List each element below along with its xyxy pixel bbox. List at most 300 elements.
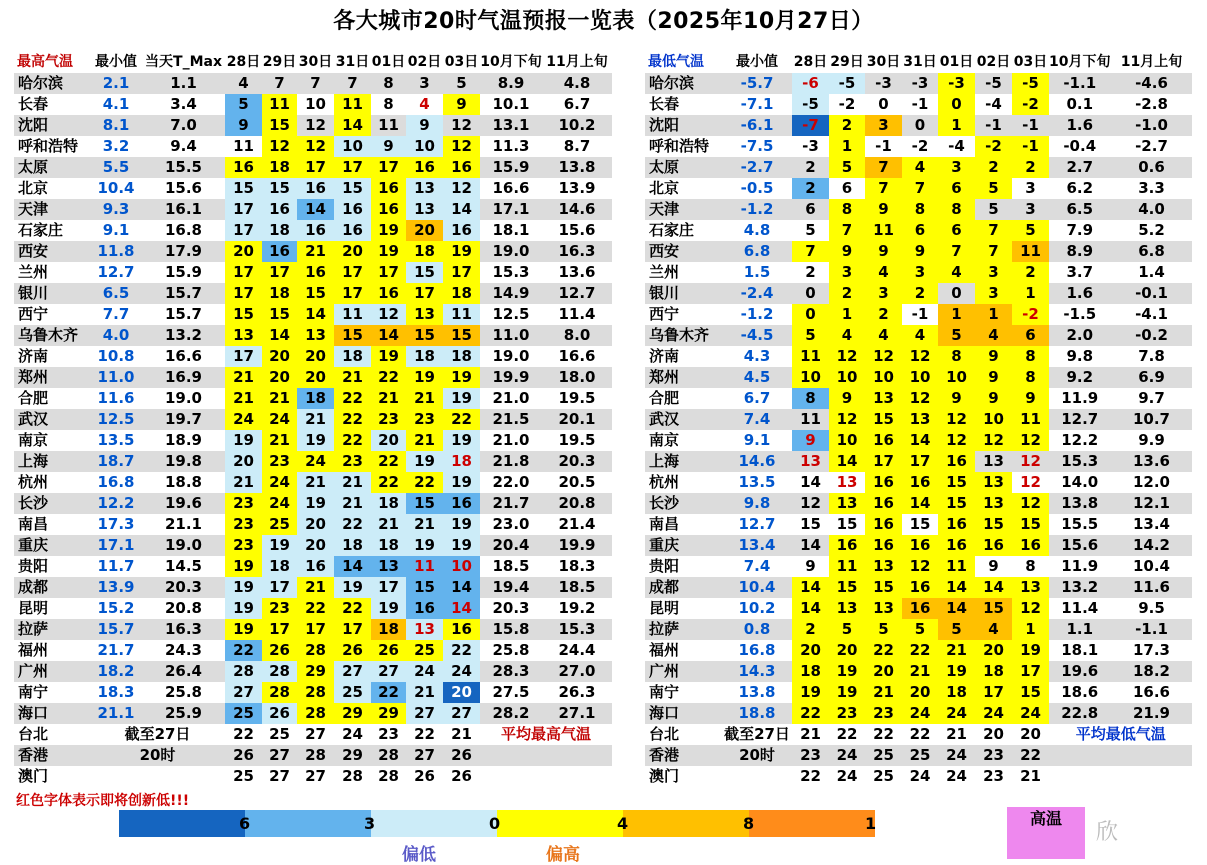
forecast-cell: 12 bbox=[443, 178, 480, 199]
forecast-cell: 12 bbox=[902, 388, 938, 409]
forecast-cell: 27 bbox=[262, 745, 297, 766]
min-value: 16.8 bbox=[722, 640, 792, 661]
forecast-cell: 12 bbox=[371, 304, 406, 325]
climate-early-nov: 6.9 bbox=[1110, 367, 1192, 388]
forecast-cell: 15 bbox=[406, 577, 443, 598]
today-max: 19.8 bbox=[142, 451, 225, 472]
forecast-cell: 21 bbox=[225, 472, 262, 493]
climate-late-oct: 23.0 bbox=[480, 514, 542, 535]
forecast-cell: 16 bbox=[371, 178, 406, 199]
forecast-cell: -4 bbox=[938, 136, 975, 157]
forecast-cell: 9 bbox=[975, 367, 1012, 388]
climate-late-oct: 21.7 bbox=[480, 493, 542, 514]
climate-early-nov: 18.2 bbox=[1110, 661, 1192, 682]
forecast-cell: 23 bbox=[225, 535, 262, 556]
forecast-cell: 6 bbox=[829, 178, 865, 199]
forecast-cell: 16 bbox=[1012, 535, 1049, 556]
table-row bbox=[645, 661, 1192, 682]
forecast-cell: 20 bbox=[975, 640, 1012, 661]
min-value: -0.5 bbox=[722, 178, 792, 199]
forecast-cell: 21 bbox=[297, 409, 334, 430]
forecast-cell: -2 bbox=[1012, 304, 1049, 325]
city-name: 武汉 bbox=[645, 409, 722, 430]
today-max: 18.8 bbox=[142, 472, 225, 493]
forecast-cell: 19 bbox=[225, 556, 262, 577]
climate-early-nov: 16.3 bbox=[542, 241, 612, 262]
column-header: 31日 bbox=[903, 54, 937, 70]
climate-late-oct: 12.2 bbox=[1049, 430, 1110, 451]
forecast-cell: 16 bbox=[262, 241, 297, 262]
table-header-row bbox=[645, 52, 1192, 73]
forecast-cell: 27 bbox=[406, 703, 443, 724]
min-value: 7.4 bbox=[722, 409, 792, 430]
forecast-cell: 2 bbox=[792, 178, 829, 199]
column-header: 29日 bbox=[830, 54, 864, 70]
min-value: 15.7 bbox=[90, 619, 142, 640]
table-row bbox=[14, 283, 612, 304]
table-row bbox=[645, 178, 1192, 199]
table-row bbox=[14, 157, 612, 178]
forecast-cell: 2 bbox=[792, 262, 829, 283]
forecast-cell: 26 bbox=[334, 640, 371, 661]
today-max: 13.2 bbox=[142, 325, 225, 346]
forecast-cell: 21 bbox=[371, 388, 406, 409]
forecast-cell: 23 bbox=[225, 493, 262, 514]
climate-early-nov: 9.9 bbox=[1110, 430, 1192, 451]
forecast-cell: 14 bbox=[443, 598, 480, 619]
forecast-cell: 2 bbox=[829, 115, 865, 136]
forecast-cell: 23 bbox=[371, 724, 406, 745]
forecast-cell: 24 bbox=[938, 703, 975, 724]
city-name: 兰州 bbox=[14, 262, 90, 283]
forecast-cell: 0 bbox=[938, 94, 975, 115]
today-max: 15.5 bbox=[142, 157, 225, 178]
table-row bbox=[645, 241, 1192, 262]
forecast-cell: 13 bbox=[829, 472, 865, 493]
forecast-cell: 15 bbox=[225, 304, 262, 325]
min-value: 4.1 bbox=[90, 94, 142, 115]
forecast-cell: 2 bbox=[792, 157, 829, 178]
forecast-cell: -3 bbox=[865, 73, 902, 94]
city-name: 成都 bbox=[645, 577, 722, 598]
climate-late-oct: 21.0 bbox=[480, 388, 542, 409]
climate-early-nov: 19.2 bbox=[542, 598, 612, 619]
climate-early-nov: 27.0 bbox=[542, 661, 612, 682]
climate-early-nov: 16.6 bbox=[542, 346, 612, 367]
forecast-cell: 16 bbox=[865, 493, 902, 514]
city-name: 广州 bbox=[645, 661, 722, 682]
column-header: 29日 bbox=[262, 54, 297, 70]
average-note bbox=[1049, 745, 1192, 766]
forecast-cell: 25 bbox=[262, 514, 297, 535]
forecast-cell: 8 bbox=[371, 94, 406, 115]
forecast-cell: 21 bbox=[938, 640, 975, 661]
table-row bbox=[14, 724, 612, 745]
forecast-cell: 21 bbox=[334, 472, 371, 493]
forecast-cell: 17 bbox=[975, 682, 1012, 703]
forecast-cell: 23 bbox=[829, 703, 865, 724]
min-value: 14.3 bbox=[722, 661, 792, 682]
min-temperature-table bbox=[645, 52, 1192, 787]
forecast-cell: 11 bbox=[406, 556, 443, 577]
forecast-cell: 23 bbox=[334, 451, 371, 472]
forecast-cell: 25 bbox=[865, 766, 902, 787]
climate-early-nov: 20.1 bbox=[542, 409, 612, 430]
climate-early-nov: 18.5 bbox=[542, 577, 612, 598]
forecast-cell: 1 bbox=[975, 304, 1012, 325]
today-max: 15.7 bbox=[142, 283, 225, 304]
forecast-cell: 14 bbox=[829, 451, 865, 472]
forecast-cell: -6 bbox=[792, 73, 829, 94]
table-row bbox=[14, 451, 612, 472]
forecast-cell: 22 bbox=[371, 682, 406, 703]
forecast-cell: 17 bbox=[865, 451, 902, 472]
climate-late-oct: 15.5 bbox=[1049, 514, 1110, 535]
forecast-cell: 9 bbox=[829, 388, 865, 409]
min-value: 7.4 bbox=[722, 556, 792, 577]
forecast-cell: 11 bbox=[865, 220, 902, 241]
forecast-cell: 20 bbox=[334, 241, 371, 262]
forecast-cell: 17 bbox=[443, 262, 480, 283]
climate-early-nov: 15.6 bbox=[542, 220, 612, 241]
climate-early-nov: 3.3 bbox=[1110, 178, 1192, 199]
forecast-cell: 24 bbox=[225, 409, 262, 430]
min-value: 4.3 bbox=[722, 346, 792, 367]
climate-late-oct: 18.5 bbox=[480, 556, 542, 577]
climate-early-nov: 17.3 bbox=[1110, 640, 1192, 661]
forecast-cell: 6 bbox=[792, 199, 829, 220]
legend-swatch bbox=[245, 810, 371, 837]
forecast-cell: 28 bbox=[225, 661, 262, 682]
climate-early-nov: 6.7 bbox=[542, 94, 612, 115]
min-value: 5.5 bbox=[90, 157, 142, 178]
column-header: 10月下旬 bbox=[1049, 54, 1111, 70]
min-value: 9.8 bbox=[722, 493, 792, 514]
forecast-cell: 13 bbox=[297, 325, 334, 346]
forecast-cell: 22 bbox=[406, 724, 443, 745]
table-row bbox=[14, 703, 612, 724]
climate-late-oct: 15.3 bbox=[1049, 451, 1110, 472]
average-note: 平均最低气温 bbox=[1049, 724, 1192, 745]
forecast-cell: 5 bbox=[1012, 220, 1049, 241]
table-row bbox=[14, 766, 612, 787]
city-name: 上海 bbox=[645, 451, 722, 472]
today-max: 24.3 bbox=[142, 640, 225, 661]
table-row bbox=[645, 220, 1192, 241]
corner-label: 最高气温 bbox=[17, 54, 73, 70]
today-max: 1.1 bbox=[142, 73, 225, 94]
forecast-cell: 5 bbox=[829, 619, 865, 640]
forecast-cell: 3 bbox=[938, 157, 975, 178]
legend-tick-3: 3 bbox=[364, 814, 376, 833]
table-row bbox=[14, 661, 612, 682]
forecast-cell: -1 bbox=[1012, 115, 1049, 136]
today-max: 9.4 bbox=[142, 136, 225, 157]
climate-early-nov: 1.4 bbox=[1110, 262, 1192, 283]
forecast-cell: 19 bbox=[938, 661, 975, 682]
forecast-cell: 16 bbox=[297, 178, 334, 199]
climate-late-oct: 13.1 bbox=[480, 115, 542, 136]
climate-late-oct: 21.0 bbox=[480, 430, 542, 451]
forecast-cell: 5 bbox=[975, 199, 1012, 220]
city-name: 昆明 bbox=[14, 598, 90, 619]
forecast-cell: 11 bbox=[371, 115, 406, 136]
climate-early-nov: 11.4 bbox=[542, 304, 612, 325]
table-row bbox=[645, 514, 1192, 535]
forecast-cell: 19 bbox=[829, 661, 865, 682]
climate-late-oct: 9.8 bbox=[1049, 346, 1110, 367]
forecast-cell: 10 bbox=[406, 136, 443, 157]
city-name: 太原 bbox=[645, 157, 722, 178]
min-value: 21.1 bbox=[90, 703, 142, 724]
forecast-cell: 24 bbox=[938, 745, 975, 766]
city-name: 长春 bbox=[645, 94, 722, 115]
forecast-cell: 28 bbox=[371, 766, 406, 787]
forecast-cell: 19 bbox=[371, 346, 406, 367]
climate-early-nov: 27.1 bbox=[542, 703, 612, 724]
forecast-cell: 17 bbox=[225, 346, 262, 367]
city-name: 银川 bbox=[14, 283, 90, 304]
forecast-cell: -3 bbox=[902, 73, 938, 94]
min-value: 18.3 bbox=[90, 682, 142, 703]
forecast-cell: 9 bbox=[938, 388, 975, 409]
forecast-cell: 16 bbox=[334, 220, 371, 241]
today-max: 7.0 bbox=[142, 115, 225, 136]
forecast-cell: 12 bbox=[297, 115, 334, 136]
forecast-cell: 16 bbox=[297, 262, 334, 283]
forecast-cell: 24 bbox=[829, 766, 865, 787]
forecast-cell: 14 bbox=[792, 472, 829, 493]
forecast-cell: 13 bbox=[829, 598, 865, 619]
climate-early-nov: 18.0 bbox=[542, 367, 612, 388]
forecast-cell: 12 bbox=[865, 346, 902, 367]
forecast-cell: 15 bbox=[829, 577, 865, 598]
climate-late-oct: 15.6 bbox=[1049, 535, 1110, 556]
climate-early-nov: 5.2 bbox=[1110, 220, 1192, 241]
column-header: 30日 bbox=[298, 54, 333, 70]
table-row bbox=[645, 73, 1192, 94]
forecast-cell: 7 bbox=[975, 220, 1012, 241]
forecast-cell: 5 bbox=[829, 157, 865, 178]
min-value: 4.0 bbox=[90, 325, 142, 346]
forecast-cell: 22 bbox=[334, 388, 371, 409]
forecast-cell: 22 bbox=[334, 514, 371, 535]
climate-late-oct: 12.7 bbox=[1049, 409, 1110, 430]
climate-early-nov: 9.7 bbox=[1110, 388, 1192, 409]
forecast-cell: 16 bbox=[865, 430, 902, 451]
forecast-cell: -5 bbox=[1012, 73, 1049, 94]
forecast-cell: 23 bbox=[406, 409, 443, 430]
forecast-cell: 18 bbox=[371, 619, 406, 640]
today-max: 20.3 bbox=[142, 577, 225, 598]
forecast-cell: 14 bbox=[443, 199, 480, 220]
column-header: 11月上旬 bbox=[1120, 54, 1183, 70]
forecast-cell: 16 bbox=[225, 157, 262, 178]
forecast-cell: 16 bbox=[443, 157, 480, 178]
forecast-cell: 26 bbox=[406, 766, 443, 787]
forecast-cell: 19 bbox=[262, 535, 297, 556]
table-row bbox=[14, 136, 612, 157]
forecast-cell: 7 bbox=[792, 241, 829, 262]
climate-early-nov: 21.9 bbox=[1110, 703, 1192, 724]
today-max: 19.0 bbox=[142, 535, 225, 556]
min-value: -1.2 bbox=[722, 304, 792, 325]
city-name: 南京 bbox=[14, 430, 90, 451]
forecast-cell: 21 bbox=[792, 724, 829, 745]
city-name: 重庆 bbox=[645, 535, 722, 556]
forecast-cell: 18 bbox=[443, 283, 480, 304]
city-name: 济南 bbox=[645, 346, 722, 367]
forecast-cell: 18 bbox=[334, 535, 371, 556]
climate-late-oct: 19.4 bbox=[480, 577, 542, 598]
forecast-cell: 22 bbox=[443, 409, 480, 430]
climate-late-oct: 6.2 bbox=[1049, 178, 1110, 199]
city-name: 福州 bbox=[645, 640, 722, 661]
city-name: 重庆 bbox=[14, 535, 90, 556]
forecast-cell: 27 bbox=[334, 661, 371, 682]
forecast-cell: 6 bbox=[1012, 325, 1049, 346]
forecast-cell: 27 bbox=[443, 703, 480, 724]
forecast-cell: 7 bbox=[865, 178, 902, 199]
forecast-cell: 15 bbox=[975, 514, 1012, 535]
city-name: 台北 bbox=[645, 724, 722, 745]
forecast-cell: 26 bbox=[225, 745, 262, 766]
min-value: -6.1 bbox=[722, 115, 792, 136]
min-value: 7.7 bbox=[90, 304, 142, 325]
city-name: 上海 bbox=[14, 451, 90, 472]
climate-late-oct: 18.6 bbox=[1049, 682, 1110, 703]
column-header: 最小值 bbox=[95, 54, 137, 70]
climate-late-oct: 16.6 bbox=[480, 178, 542, 199]
min-value: 6.7 bbox=[722, 388, 792, 409]
city-name: 哈尔滨 bbox=[14, 73, 90, 94]
city-name: 广州 bbox=[14, 661, 90, 682]
forecast-cell: 15 bbox=[406, 262, 443, 283]
forecast-cell: 8 bbox=[1012, 346, 1049, 367]
city-name: 南宁 bbox=[14, 682, 90, 703]
forecast-cell: 18 bbox=[443, 451, 480, 472]
forecast-cell: 1 bbox=[829, 304, 865, 325]
forecast-cell: 4 bbox=[406, 94, 443, 115]
table-row bbox=[14, 535, 612, 556]
forecast-cell: 12 bbox=[902, 346, 938, 367]
forecast-cell: 22 bbox=[371, 367, 406, 388]
forecast-cell: 10 bbox=[829, 367, 865, 388]
forecast-cell: -2 bbox=[902, 136, 938, 157]
forecast-cell: 29 bbox=[371, 703, 406, 724]
min-value: 13.9 bbox=[90, 577, 142, 598]
forecast-cell: 21 bbox=[406, 514, 443, 535]
forecast-cell: 17 bbox=[297, 157, 334, 178]
climate-late-oct: 8.9 bbox=[480, 73, 542, 94]
city-name: 南昌 bbox=[645, 514, 722, 535]
forecast-cell: 13 bbox=[406, 199, 443, 220]
forecast-cell: 18 bbox=[371, 493, 406, 514]
city-name: 石家庄 bbox=[14, 220, 90, 241]
climate-late-oct: 19.0 bbox=[480, 241, 542, 262]
forecast-cell: 11 bbox=[225, 136, 262, 157]
climate-early-nov: -1.0 bbox=[1110, 115, 1192, 136]
forecast-cell: 17 bbox=[902, 451, 938, 472]
forecast-cell: 13 bbox=[406, 178, 443, 199]
today-max: 14.5 bbox=[142, 556, 225, 577]
min-value: 17.3 bbox=[90, 514, 142, 535]
forecast-cell: 8 bbox=[1012, 556, 1049, 577]
table-row bbox=[645, 262, 1192, 283]
forecast-cell: 13 bbox=[406, 619, 443, 640]
city-name: 成都 bbox=[14, 577, 90, 598]
forecast-cell: 11 bbox=[792, 346, 829, 367]
forecast-cell: 20 bbox=[829, 640, 865, 661]
city-name: 南宁 bbox=[645, 682, 722, 703]
forecast-cell: 9 bbox=[371, 136, 406, 157]
forecast-cell: 20 bbox=[792, 640, 829, 661]
table-row bbox=[645, 724, 1192, 745]
forecast-cell: 24 bbox=[902, 766, 938, 787]
column-header: 当天T_Max bbox=[145, 54, 222, 70]
legend-tick-0: 0 bbox=[489, 814, 501, 833]
column-header: 02日 bbox=[976, 54, 1011, 70]
city-name: 杭州 bbox=[14, 472, 90, 493]
min-value: -4.5 bbox=[722, 325, 792, 346]
city-name: 澳门 bbox=[645, 766, 722, 787]
forecast-cell: 16 bbox=[938, 514, 975, 535]
climate-early-nov: 26.3 bbox=[542, 682, 612, 703]
forecast-cell: 12 bbox=[829, 346, 865, 367]
forecast-cell: -1 bbox=[902, 304, 938, 325]
city-name: 西安 bbox=[645, 241, 722, 262]
forecast-cell: 14 bbox=[902, 430, 938, 451]
forecast-cell: 0 bbox=[792, 283, 829, 304]
forecast-cell: 12 bbox=[1012, 430, 1049, 451]
forecast-cell: 18 bbox=[262, 556, 297, 577]
city-name: 西宁 bbox=[14, 304, 90, 325]
forecast-cell: 0 bbox=[902, 115, 938, 136]
forecast-cell: -7 bbox=[792, 115, 829, 136]
forecast-cell: 3 bbox=[1012, 199, 1049, 220]
forecast-cell: 16 bbox=[902, 598, 938, 619]
extra-note bbox=[722, 766, 792, 787]
forecast-cell: 11 bbox=[938, 556, 975, 577]
min-value: 18.7 bbox=[90, 451, 142, 472]
forecast-cell: 9 bbox=[1012, 388, 1049, 409]
table-row bbox=[14, 388, 612, 409]
min-value: 2.1 bbox=[90, 73, 142, 94]
climate-late-oct: 9.2 bbox=[1049, 367, 1110, 388]
table-row bbox=[645, 367, 1192, 388]
legend-hot-box bbox=[1007, 807, 1085, 859]
city-name: 合肥 bbox=[645, 388, 722, 409]
forecast-cell: 18 bbox=[262, 283, 297, 304]
climate-late-oct: 8.9 bbox=[1049, 241, 1110, 262]
climate-early-nov: 13.6 bbox=[1110, 451, 1192, 472]
min-value: 10.4 bbox=[722, 577, 792, 598]
table-row bbox=[645, 493, 1192, 514]
forecast-cell: 5 bbox=[443, 73, 480, 94]
table-row bbox=[645, 577, 1192, 598]
min-value: 4.8 bbox=[722, 220, 792, 241]
climate-late-oct: -0.4 bbox=[1049, 136, 1110, 157]
forecast-cell: 23 bbox=[975, 745, 1012, 766]
city-name: 石家庄 bbox=[645, 220, 722, 241]
climate-late-oct: 11.9 bbox=[1049, 556, 1110, 577]
forecast-cell: 8 bbox=[792, 388, 829, 409]
table-row bbox=[645, 472, 1192, 493]
min-value: 18.8 bbox=[722, 703, 792, 724]
column-header: 01日 bbox=[939, 54, 974, 70]
min-value: 3.2 bbox=[90, 136, 142, 157]
climate-late-oct: 12.5 bbox=[480, 304, 542, 325]
